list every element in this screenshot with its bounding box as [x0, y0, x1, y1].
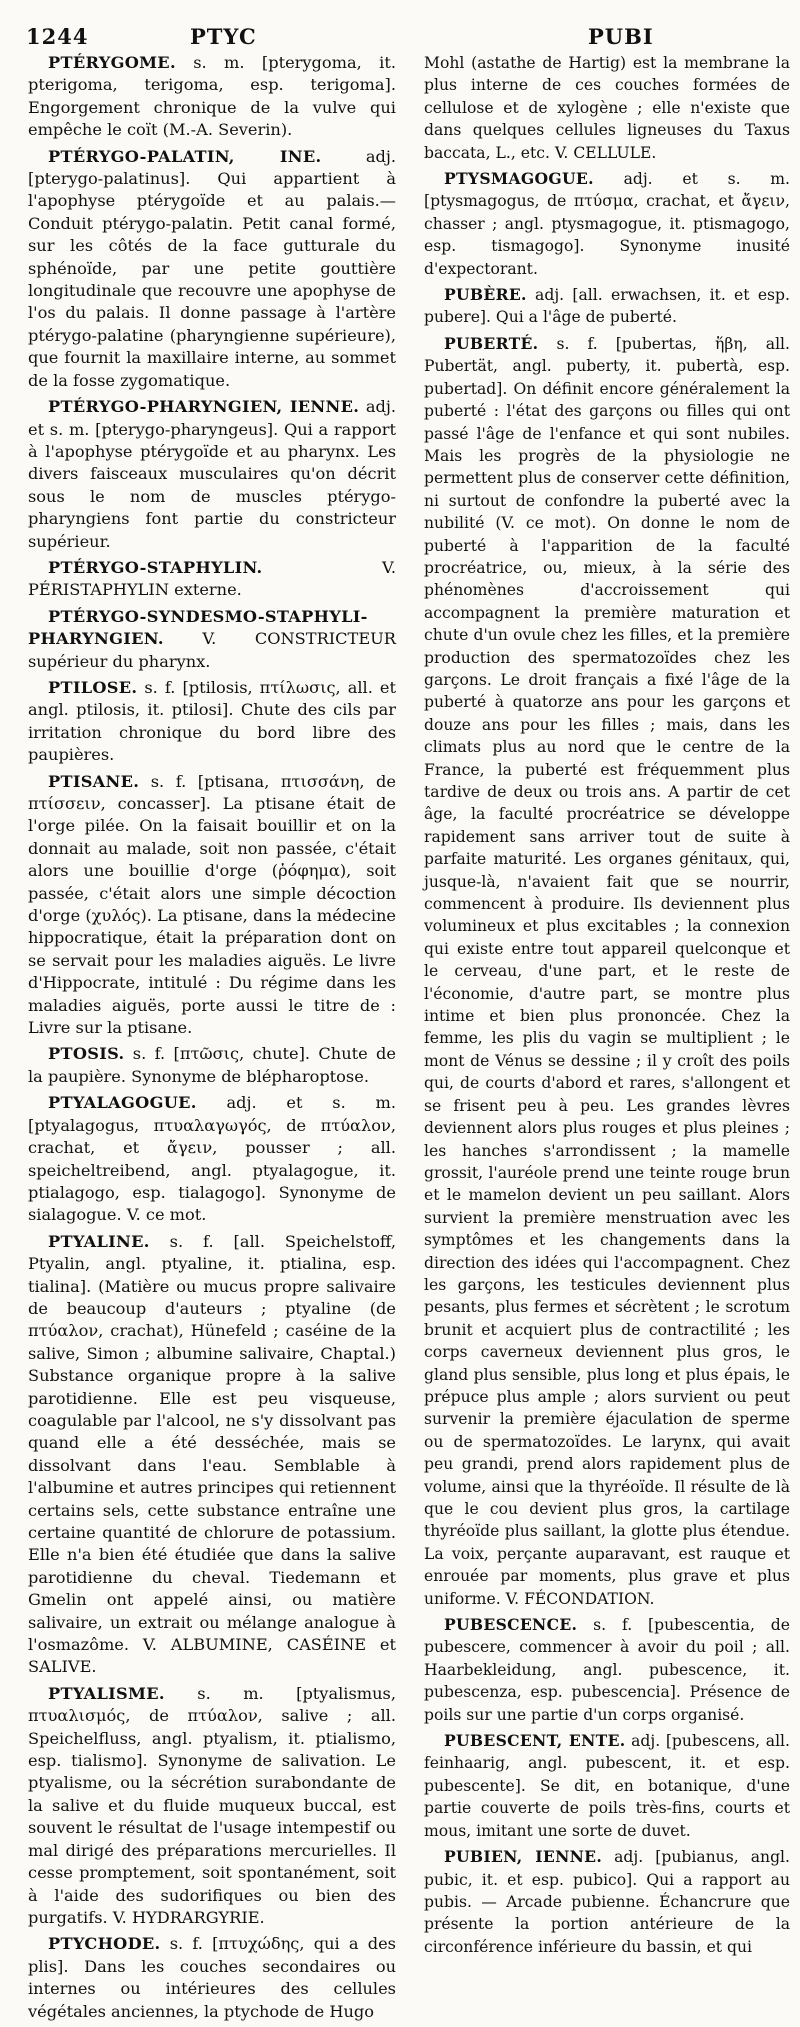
entry-headword: PTILOSE.	[48, 677, 138, 697]
entry-headword: PUBÈRE.	[444, 285, 527, 305]
left-column	[28, 52, 396, 2027]
dictionary-entry	[28, 1231, 396, 1679]
page-number: 1244	[26, 24, 89, 49]
entry-headword: PTÉRYGO-PHARYNGIEN, IENNE.	[48, 397, 360, 417]
entry-definition: Mohl (astathe de Hartig) est la membrane la plus interne de ces couches formées de cellulose et de xylogène ; elle n'existe que dans quelques cellules ligneuses du Taxus baccata, L., etc. V. CELLULE.	[424, 54, 790, 162]
entry-headword: PTYALINE.	[48, 1231, 150, 1251]
entry-definition: V. CONSTRICTEUR supérieur du pharynx.	[28, 629, 396, 671]
entry-definition: V. PÉRISTAPHYLIN externe.	[28, 557, 396, 600]
entry-headword: PTÉRYGO-SYNDESMO-STAPHYLI-PHARYNGIEN.	[28, 606, 368, 649]
entry-definition: s. f. [ptilosis, πτίλωσις, all. et angl. ptilosis, it. ptilosi]. Chute des cils par irritation chronique du bord libre des paupières.	[28, 677, 396, 765]
entry-definition: adj. et s. m. [pterygo-pharyngeus]. Qui a rapport à l'apophyse ptérygoïde et au pharynx. Les divers faisceaux musculaires qu'on décrit sous le nom de muscles ptérygo-pharyngiens font partie du constricteur supérieur.	[28, 397, 396, 551]
dictionary-entry	[28, 396, 396, 553]
entry-headword: PTÉRYGOME.	[48, 53, 176, 72]
entry-definition: s. f. [πτυχώδης, qui a des plis]. Dans les couches secondaires ou internes ou intérieures des cellules végétales anciennes, la ptychode de Hugo	[28, 1934, 396, 2021]
entry-headword: PUBESCENT, ENTE.	[444, 1731, 626, 1751]
entry-definition: adj. [pterygo-palatinus]. Qui appartient à l'apophyse ptérygoïde et au palais.— Conduit ptérygo-palatin. Petit canal formé, sur les côtés de la face gutturale du sphénoïde, par une petite gouttière longitudinale que recouvre une apophyse de l'os du palais. Il donne passage à l'artère ptérygo-palatine (pharyngienne supérieure), que fournit la maxillaire interne, au sommet de la fosse zygomatique.	[28, 146, 396, 390]
entry-definition: adj. et s. m. [ptyalagogus, πτυαλαγωγός, de πτύαλον, crachat, et ἄγειν, pousser ; all. speicheltreibend, angl. ptyalagogue, it. ptialagogo, esp. tialagogo]. Synonyme de sialagogue. V. ce mot.	[28, 1093, 396, 1225]
entry-headword: PUBIEN, IENNE.	[444, 1847, 603, 1867]
entry-definition: s. f. [ptisana, πτισσάνη, de πτίσσειν, concasser]. La ptisane était de l'orge pilée. On la faisait bouillir et on la donnait au malade, soit non passée, c'était alors une bouillie d'orge (ῥόφημα), soit passée, c'était alors une simple décoction d'orge (χυλός). La ptisane, dans la médecine hippocratique, était la préparation dont on se servait pour les maladies aiguës. Le livre d'Hippocrate, intitulé : Du régime dans les maladies aiguës, porte aussi le titre de : Livre sur la ptisane.	[28, 771, 396, 1038]
entry-definition: s. m. [pterygoma, it. pterigoma, terigoma, esp. terigoma]. Engorgement chronique de la vulve qui empêche le coït (M.-A. Severin).	[28, 53, 396, 140]
dictionary-entry	[424, 1846, 790, 1958]
entry-definition: adj. et s. m. [ptysmagogus, de πτύσμα, crachat, et ἄγειν, chasser ; angl. ptysmagogue, it. ptismagogo, esp. tismagogo]. Synonyme inusité d'expectorant.	[424, 170, 790, 278]
dictionary-entry	[28, 1092, 396, 1226]
entry-headword: PTÉRYGO-STAPHYLIN.	[48, 557, 263, 577]
entry-definition: s. f. [pubertas, ἥβη, all. Pubertät, angl. puberty, it. pubertà, esp. pubertad]. On définit encore généralement la puberté : l'état des garçons ou filles qui ont passé l'âge de l'enfance et qui sont nubiles. Mais les progrès de la physiologie ne permettent plus de conserver cette définition, ni surtout de confondre la puberté avec la nubilité (V. ce mot). On donne le nom de puberté à l'apparition de la faculté procréatrice, ou, mieux, à la série des phénomènes d'accroissement qui accompagnent la première maturation et chute d'un ovule chez les filles, et la première production des spermatozoïdes chez les garçons. Le droit français a fixé l'âge de la puberté à quatorze ans pour les garçons et douze ans pour les filles ; mais, dans les climats plus au nord que le centre de la France, la puberté est fréquemment plus tardive de deux ou trois ans. A partir de cet âge, la faculté procréatrice se développe rapidement sans arriver tout de suite à parfaite maturité. Les organes génitaux, qui, jusque-là, n'avaient fait que se nourrir, commencent à produire. Ils deviennent plus volumineux et plus excitables ; la connexion qui existe entre tout appareil quelconque et le cerveau, d'une part, et le reste de l'économie, d'autre part, se montre plus intime et bien plus prononcée. Chez la femme, les plis du vagin se multiplient ; le mont de Vénus se dessine ; il y croît des poils qui, de courts d'abord et rares, s'allongent et se frisent peu à peu. Les grandes lèvres deviennent alors plus rouges et plus pleines ; les hanches s'arrondissent ; la mamelle grossit, l'auréole prend une teinte rouge brun et le mamelon devient un peu saillant. Alors survient la première menstruation avec les symptômes et les changements dans la direction des idées qui l'accompagnent. Chez les garçons, les testicules deviennent plus pesants, plus fermes et sécrètent ; le scrotum brunit et acquiert plus de contractilité ; les corps caverneux deviennent plus gros, le gland plus sensible, plus long et plus épais, le prépuce plus ample ; alors survient ou peut survenir la première éjaculation de sperme ou de spermatozoïdes. Le larynx, qui avait peu grandi, prend alors rapidement plus de volume, ainsi que la thyréoïde. Il résulte de là que le cou devient plus gros, la cartilage thyréoïde plus saillant, la glotte plus étendue. La voix, perçante auparavant, est rauque et enrouée par moments, plus grave et plus uniforme. V. FÉCONDATION.	[424, 334, 790, 1608]
entry-headword: PTYSMAGOGUE.	[444, 169, 594, 189]
entry-headword: PTYCHODE.	[48, 1934, 161, 1954]
right-guide-word: PUBI	[588, 24, 654, 49]
entry-definition: s. m. [ptyalismus, πτυαλισμός, de πτύαλον, salive ; all. Speichelfluss, angl. ptyalism, it. ptialismo, esp. tialismo]. Synonyme de salivation. Le ptyalisme, ou la sécrétion surabondante de la salive et du fluide muqueux buccal, est souvent le résultat de l'usage intempestif ou mal dirigé des préparations mercurielles. Il cesse promptement, soit spontanément, soit à l'aide des sudorifiques ou bien des purgatifs. V. HYDRARGYRIE.	[28, 1683, 396, 1927]
dictionary-entry	[28, 1683, 396, 1929]
dictionary-entry	[28, 1043, 396, 1088]
entry-definition: s. f. [all. Speichelstoff, Ptyalin, angl. ptyaline, it. ptialina, esp. tialina]. (Matière ou mucus propre salivaire de beaucoup d'auteurs ; ptyaline (de πτύαλον, crachat), Hünefeld ; caséine de la salive, Simon ; albumine salivaire, Chaptal.) Substance organique propre à la salive parotidienne. Elle est peu visqueuse, coagulable par l'alcool, ne s'y dissolvant pas quand elle a été desséchée, mais se dissolvant dans l'eau. Semblable à l'albumine et autres principes qui retiennent certains sels, cette substance entraîne une certaine quantité de chlorure de potassium. Elle n'a bien été étudiée que dans la salive parotidienne du cheval. Tiedemann et Gmelin ont appelé ainsi, ou matière salivaire, un extrait ou mélange analogue à l'osmazôme. V. ALBUMINE, CASÉINE et SALIVE.	[28, 1231, 397, 1677]
entry-headword: PTOSIS.	[48, 1044, 125, 1064]
left-guide-word: PTYC	[190, 24, 257, 49]
entry-headword: PTYALISME.	[48, 1683, 165, 1703]
dictionary-entry	[424, 333, 790, 1610]
entry-definition: adj. [all. erwachsen, it. et esp. pubere]. Qui a l'âge de puberté.	[424, 286, 790, 327]
dictionary-entry	[424, 168, 790, 280]
dictionary-entry	[28, 606, 396, 673]
dictionary-entry	[28, 52, 396, 142]
entry-headword: PUBERTÉ.	[444, 333, 539, 353]
entry-headword: PTÉRYGO-PALATIN, INE.	[48, 146, 322, 166]
dictionary-entry	[424, 1730, 790, 1842]
dictionary-entry	[424, 1614, 790, 1726]
entry-headword: PTISANE.	[48, 771, 140, 791]
entry-headword: PUBESCENCE.	[444, 1615, 578, 1635]
entry-definition: adj. [pubescens, all. feinhaarig, angl. pubescent, it. et esp. pubescente]. Se dit, en botanique, d'une partie couverte de poils très-fins, courts et mous, imitant une sorte de duvet.	[424, 1732, 790, 1840]
dictionary-entry	[28, 557, 396, 602]
dictionary-entry	[28, 771, 396, 1040]
dictionary-entry	[28, 1933, 396, 2023]
dictionary-entry	[28, 677, 396, 767]
right-column	[424, 52, 790, 1962]
entry-definition: adj. [pubianus, angl. pubic, it. et esp. pubico]. Qui a rapport au pubis. — Arcade pubienne. Échancrure que présente la portion antérieure de la circonférence inférieure du bassin, et qui	[424, 1848, 790, 1956]
dictionary-entry	[424, 284, 790, 329]
entry-headword: PTYALAGOGUE.	[48, 1093, 197, 1113]
entry-definition: s. f. [πτῶσις, chute]. Chute de la paupière. Synonyme de blépharoptose.	[28, 1044, 396, 1086]
dictionary-entry	[424, 52, 790, 164]
dictionary-entry	[28, 146, 396, 392]
entry-definition: s. f. [pubescentia, de pubescere, commencer à avoir du poil ; all. Haarbekleidung, angl. pubescence, it. pubescenza, esp. pubescencia]. Présence de poils sur une partie d'un corps organisé.	[424, 1616, 790, 1724]
